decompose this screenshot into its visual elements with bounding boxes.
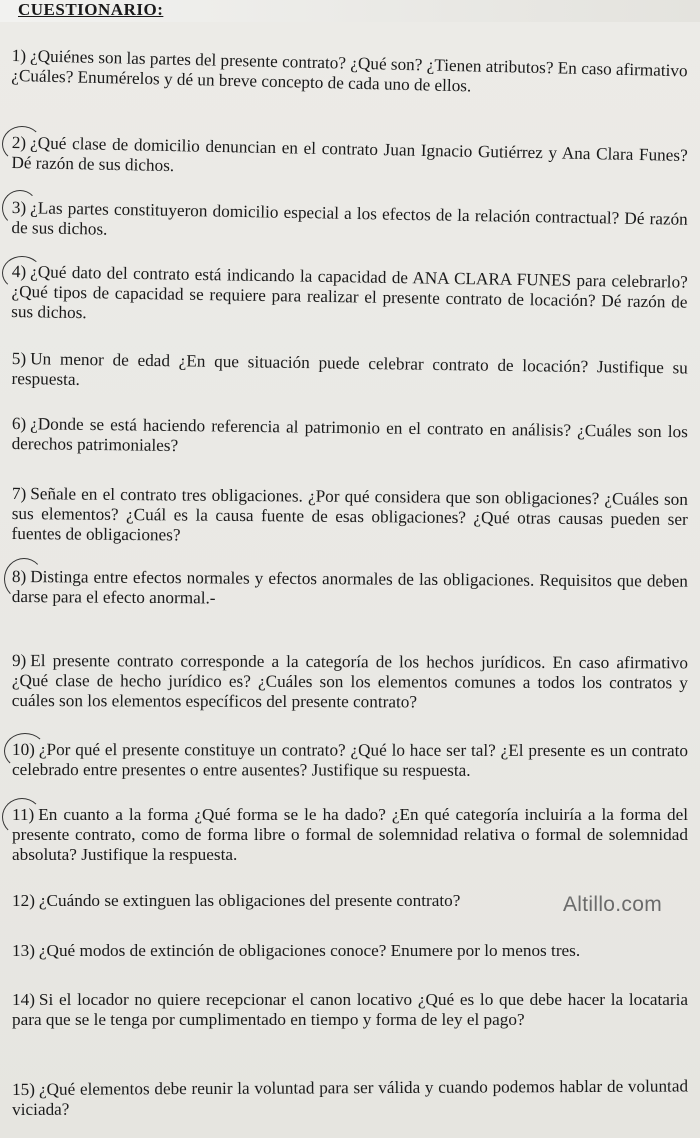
question-text: ¿Qué modos de extinción de obligaciones conoce? Enumere por lo menos tres.: [38, 941, 581, 960]
question-text: El presente contrato corresponde a la categoría de los hechos jurídicos. En caso afirmativo ¿Qué clase de hecho jurídico es? ¿Cuáles son los elementos comunes a todos los contratos y cuáles son los elementos específicos del presente contrato?: [11, 651, 688, 712]
question-number: 9): [11, 651, 27, 671]
question-number: 10): [11, 740, 35, 760]
question-number: 4): [11, 262, 27, 282]
question-text: ¿Qué elementos debe reunir la voluntad para ser válida y cuando podemos hablar de voluntad viciada?: [12, 1076, 689, 1119]
question-text: Si el locador no quiere recepcionar el canon locativo ¿Qué es lo que debe hacer la locataria para que se le tenga por cumplimentado en tiempo y forma de ley el pago?: [12, 990, 688, 1029]
question-text: ¿Qué clase de domicilio denuncian en el contrato Juan Ignacio Gutiérrez y Ana Clara Funes? Dé razón de sus dichos.: [11, 133, 688, 176]
question-text: ¿Quiénes son las partes del presente contrato? ¿Qué son? ¿Tienen atributos? En caso afirmativo ¿Cuáles? Enumérelos y dé un breve concepto de cada uno de ellos.: [11, 46, 688, 96]
question-8: [12, 567, 688, 612]
question-number: 3): [11, 198, 27, 218]
question-13: [12, 941, 688, 961]
question-9: [12, 651, 688, 713]
question-number: 7): [11, 484, 27, 504]
question-number: 5): [11, 349, 27, 369]
question-15: [12, 1076, 688, 1120]
question-text: ¿Las partes constituyeron domicilio especial a los efectos de la relación contractual? Dé razón de sus dichos.: [11, 198, 688, 239]
question-10: [12, 740, 688, 781]
handwritten-circle-mark: [4, 558, 44, 600]
page-title: CUESTIONARIO:: [18, 0, 164, 19]
question-7: [11, 484, 687, 550]
question-11: [12, 805, 688, 865]
handwritten-circle-mark: [2, 126, 42, 162]
handwritten-circle-mark: [2, 190, 38, 226]
question-text: ¿Por qué el presente constituye un contrato? ¿Qué lo hace ser tal? ¿El presente es un contrato celebrado entre presentes o entre ausentes? Justifique su respuesta.: [11, 740, 688, 780]
question-5: [11, 349, 687, 398]
question-number: 11): [12, 805, 35, 824]
question-3: [11, 198, 688, 250]
handwritten-circle-mark: [2, 256, 42, 290]
question-4: [11, 262, 688, 333]
handwritten-circle-mark: [4, 733, 46, 769]
question-text: ¿Qué dato del contrato está indicando la capacidad de ANA CLARA FUNES para celebrarlo? ¿Qué tipos de capacidad se requiere para realizar el presente contrato de locación? Dé razón de sus dichos.: [11, 262, 688, 323]
question-text: Un menor de edad ¿En que situación puede celebrar contrato de locación? Justifique su respuesta.: [11, 349, 688, 389]
question-number: 8): [11, 567, 27, 587]
question-text: Señale en el contrato tres obligaciones. ¿Por qué considera que son obligaciones? ¿Cuáles son sus elementos? ¿Cuál es la causa fuente de esas obligaciones? ¿Qué otras causas pueden ser fuentes de obligaciones?: [11, 484, 688, 545]
question-12: [12, 891, 552, 911]
question-number: 13): [12, 941, 35, 960]
question-text: ¿Donde se está haciendo referencia al patrimonio en el contrato en análisis? ¿Cuáles son los derechos patrimoniales?: [11, 414, 688, 456]
question-number: 1): [11, 46, 27, 66]
question-number: 14): [12, 990, 35, 1009]
question-number: 6): [11, 414, 27, 434]
question-text: ¿Cuándo se extinguen las obligaciones del presente contrato?: [38, 891, 461, 910]
question-number: 2): [11, 133, 27, 153]
question-number: 12): [12, 891, 35, 910]
question-2: [11, 133, 688, 186]
watermark-text: Altillo.com: [563, 893, 662, 916]
question-text: Distinga entre efectos normales y efectos anormales de las obligaciones. Requisitos que deben darse para el efecto anormal.-: [11, 567, 688, 608]
question-14: [12, 990, 688, 1030]
question-6: [12, 414, 688, 462]
handwritten-circle-mark: [2, 798, 42, 836]
question-1: [11, 46, 688, 101]
question-number: 15): [12, 1079, 36, 1099]
question-text: En cuanto a la forma ¿Qué forma se le ha dado? ¿En qué categoría incluiría a la forma del presente contrato, como de forma libre o formal de solemnidad relativa o formal de solemnidad absoluta? Justifique la respuesta.: [12, 805, 688, 864]
